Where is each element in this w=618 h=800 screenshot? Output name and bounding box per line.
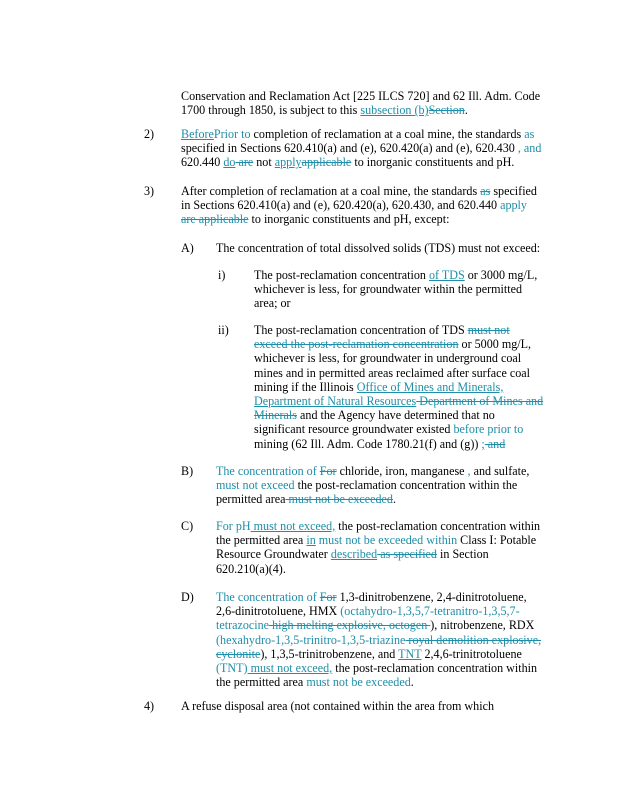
inserted-text: tetrazocine	[216, 618, 270, 633]
deleted-text: Minerals	[254, 408, 297, 423]
body-text: A refuse disposal area (not contained within the area from which	[181, 699, 494, 713]
body-text: specified	[490, 184, 537, 198]
item-4-number: 4)	[144, 699, 155, 713]
deleted-text: For	[319, 590, 337, 604]
body-text: the post-reclamation concentration within the	[294, 478, 518, 493]
body-text: 2,6-dinitrotoluene, HMX	[216, 604, 341, 619]
body-text: 620.210(a)(4).	[216, 561, 286, 576]
body-text: and sulfate,	[470, 464, 530, 478]
item-Aii-number: ii)	[218, 323, 229, 337]
body-text: mining if the Illinois	[254, 379, 357, 394]
deleted-text: and	[484, 436, 506, 451]
item-3-number: 3)	[144, 184, 155, 198]
body-text: and the Agency have determined that no	[297, 408, 495, 423]
inserted-text: (TNT)	[216, 661, 248, 676]
inserted-text: before	[453, 422, 485, 437]
item-Ai-number: i)	[218, 268, 226, 282]
body-text: completion of reclamation at a coal mine, the standards	[250, 127, 525, 141]
body-text: or 3000 mg/L,	[464, 268, 538, 282]
deleted-text: as specified	[377, 547, 437, 562]
inserted-text: Department of Natural Resources	[254, 394, 417, 409]
body-text: the post-reclamation concentration within	[332, 661, 538, 676]
body-text: not	[253, 155, 275, 170]
body-text: area; or	[254, 296, 291, 311]
item-C-number: C)	[181, 519, 194, 533]
item-2-number: 2)	[144, 127, 155, 141]
inserted-text: For pH	[216, 519, 251, 533]
item-A-paragraph	[216, 241, 540, 255]
body-text: The concentration of total dissolved solids (TDS) must not exceed:	[216, 241, 541, 255]
body-text: 1,3-dinitrobenzene, 2,4-dinitrotoluene,	[336, 590, 527, 604]
body-text: the permitted area	[216, 533, 307, 548]
inserted-text: as	[524, 127, 535, 141]
body-text: chloride, iron, manganese	[336, 464, 465, 478]
inserted-text: described	[330, 547, 378, 562]
inserted-text: must not be exceeded within	[315, 533, 458, 548]
intro-line1: Conservation and Reclamation Act [225 ILCS 720] and 62 Ill. Adm. Code	[181, 89, 541, 103]
item-D-paragraph	[216, 590, 541, 689]
inserted-text: The concentration of	[216, 590, 320, 604]
inserted-text: (hexahydro-1,3,5-trinitro-1,3,5-triazine	[216, 632, 406, 647]
deleted-text: must not be exceeded	[285, 492, 393, 507]
inserted-text: The concentration of	[216, 464, 320, 478]
inserted-text: Prior to	[213, 127, 251, 141]
deleted-text: Section	[428, 103, 465, 118]
inserted-text: apply	[500, 198, 527, 213]
body-text: to inorganic constituents and pH, except:	[248, 212, 450, 227]
item-2-paragraph	[181, 127, 541, 170]
intro-line2: 1700 through 1850, is subject to this	[181, 103, 361, 118]
inserted-text: ,	[464, 464, 471, 478]
deleted-text: Department of Mines and	[416, 394, 544, 409]
deleted-text: exceed the post-reclamation concentration	[254, 337, 459, 352]
body-text: in Section	[436, 547, 489, 562]
body-text: whichever is less, for groundwater within the permitted	[254, 282, 523, 297]
item-3-paragraph	[181, 184, 537, 227]
body-text: mining (62 Ill. Adm. Code 1780.21(f) and (g))	[254, 436, 482, 451]
deleted-text: royal demolition explosive,	[405, 632, 542, 647]
body-text: the permitted area	[216, 675, 307, 690]
deleted-text: cyclonite	[216, 646, 261, 661]
inserted-text: , and	[514, 141, 542, 156]
item-4-paragraph	[181, 699, 494, 713]
item-Ai-paragraph	[254, 268, 537, 311]
inserted-text: TNT	[398, 646, 422, 661]
inserted-text: Before	[181, 127, 214, 141]
inserted-text: must not exceed,	[247, 661, 333, 676]
body-text: The post-reclamation concentration	[254, 268, 429, 282]
inserted-text: must not be exceeded	[306, 675, 411, 690]
body-text: mines and in permitted areas reclaimed after surface coal	[254, 365, 531, 380]
inserted-text: (octahydro-1,3,5,7-tetranitro-1,3,5,7-	[340, 604, 520, 619]
inserted-text: ;	[481, 436, 485, 451]
inserted-text: apply	[274, 155, 302, 170]
deleted-text: applicable	[301, 155, 352, 170]
item-C-paragraph	[216, 519, 540, 576]
body-text: the post-reclamation concentration within	[335, 519, 541, 533]
punctuation: .	[410, 675, 414, 690]
body-text: ), nitrobenzene, RDX	[430, 618, 535, 633]
item-A-number: A)	[181, 241, 194, 255]
deleted-text: For	[319, 464, 337, 478]
inserted-text: must not exceed	[216, 478, 295, 493]
body-text: or 5000 mg/L,	[458, 337, 532, 352]
item-B-number: B)	[181, 464, 194, 478]
body-text: ), 1,3,5-trinitrobenzene, and	[260, 646, 399, 661]
inserted-text: of TDS	[428, 268, 465, 282]
body-text: in Sections 620.410(a) and (e), 620.420(a), 620.430, and 620.440	[181, 198, 501, 213]
body-text: The post-reclamation concentration of TDS	[254, 323, 468, 337]
inserted-text: Office of Mines and Minerals,	[356, 379, 504, 394]
inserted-text: prior to	[484, 422, 524, 437]
body-text: After completion of reclamation at a coal mine, the standards	[181, 184, 481, 198]
body-text: 2,4,6-trinitrotoluene	[421, 646, 522, 661]
punctuation: .	[392, 492, 396, 507]
inserted-text: in	[306, 533, 316, 548]
body-text: significant resource groundwater existed	[254, 422, 454, 437]
body-text: whichever is less, for groundwater in underground coal	[254, 351, 522, 366]
body-text: Class I: Potable	[457, 533, 537, 548]
inserted-text: must not exceed,	[250, 519, 336, 533]
item-B-paragraph	[216, 464, 529, 507]
deleted-text: high melting explosive, octogen	[269, 618, 431, 633]
inserted-text: subsection (b)	[360, 103, 429, 118]
deleted-text: must not	[467, 323, 510, 337]
inserted-text: do	[223, 155, 236, 170]
deleted-text: as	[480, 184, 491, 198]
body-text: to inorganic constituents and pH.	[351, 155, 515, 170]
deleted-text: are	[235, 155, 254, 170]
item-D-number: D)	[181, 590, 194, 604]
item-Aii-paragraph	[254, 323, 543, 451]
body-text: 620.440	[181, 155, 224, 170]
deleted-text: are applicable	[181, 212, 249, 227]
body-text: Resource Groundwater	[216, 547, 331, 562]
punctuation: .	[464, 103, 468, 118]
intro-paragraph	[181, 89, 540, 117]
body-text: permitted area	[216, 492, 286, 507]
body-text: specified in Sections 620.410(a) and (e), 620.420(a) and (e), 620.430	[181, 141, 515, 156]
